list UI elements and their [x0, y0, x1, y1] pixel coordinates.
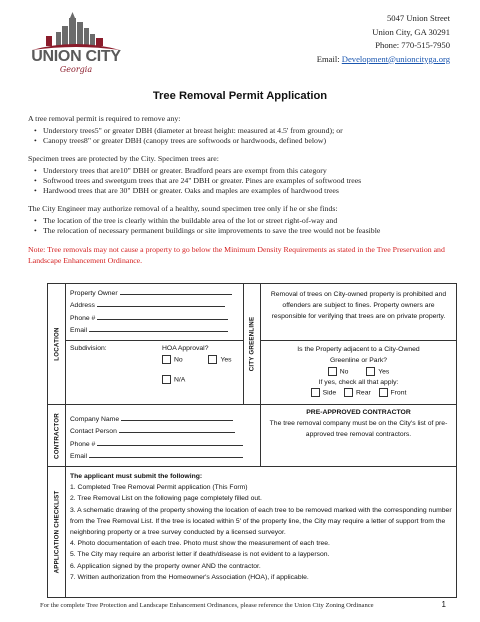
location-section-label: LOCATION: [48, 284, 66, 405]
hoa-no-checkbox[interactable]: [162, 355, 171, 364]
list-item: • Softwood trees and sweetgum trees that are 24" DBH or greater. Pines are examples of softwood trees: [34, 176, 458, 186]
hoa-yes-label: Yes: [220, 356, 232, 364]
company-label: Company Name: [70, 416, 120, 423]
contractor-email-field[interactable]: [89, 450, 243, 458]
union-city-logo: [26, 10, 126, 78]
hoa-na-label: N/A: [174, 376, 186, 384]
list-item: • The location of the tree is clearly within the buildable area of the lot or street right-of-way and: [34, 216, 458, 226]
address-label: Address: [70, 302, 95, 310]
owner-label: Property Owner: [70, 290, 118, 297]
owner-info-cell: [66, 284, 244, 341]
owner-phone-label: Phone #: [70, 314, 96, 322]
adjacent-no-label: No: [339, 368, 349, 376]
contact-label: Contact Person: [70, 428, 117, 436]
preapproved-title: PRE-APPROVED CONTRACTOR: [306, 409, 411, 416]
adjacent-yes-checkbox[interactable]: [366, 367, 375, 376]
contractor-phone-field[interactable]: [97, 438, 243, 446]
email-label: Email:: [316, 53, 342, 64]
check-all-label: If yes, check all that apply:: [318, 378, 399, 386]
adjacent-question: Is the Property adjacent to a City-Owned Greenline or Park?: [297, 346, 420, 364]
list-item: • Understory trees that are10" DBH or greater. Bradford pears are exempt from this category: [34, 166, 458, 176]
bullet-list-1: [34, 126, 458, 146]
company-field[interactable]: [121, 413, 233, 421]
list-item: • Hardwood trees that are 30" DBH or greater. Oaks and maples are examples of hardwood trees: [34, 186, 458, 196]
city-state-zip: Union City, GA 30291: [372, 26, 450, 37]
greenline-notice: Removal of trees on City-owned property is prohibited and offenders are subject to fines. Property owners are responsible for verifying that trees are on private property.: [261, 284, 457, 341]
intro-paragraph-3: The City Engineer may authorize removal of a healthy, sound specimen tree only if he or she finds:: [28, 204, 338, 213]
hoa-na-checkbox[interactable]: [162, 375, 171, 384]
side-checkbox[interactable]: [311, 388, 320, 397]
intro-section: [28, 114, 458, 266]
subdivision-cell: [66, 341, 244, 405]
checklist-item: 3. A schematic drawing of the property showing the location of each tree to be removed marked with the corresponding number from the Tree Removal List. If the tree is located within 5' of the property line, the City may require a letter of support from the neighboring property or a tree survey conducted by a licensed surveyor.: [70, 506, 452, 537]
hoa-yes-checkbox[interactable]: [208, 355, 217, 364]
logo-script: Georgia: [59, 65, 93, 74]
adjacent-cell: [261, 341, 457, 405]
owner-field[interactable]: [120, 287, 232, 295]
contractor-email-label: Email: [70, 453, 87, 461]
list-item: • The relocation of necessary permanent buildings or site improvements to save the tree would not be feasible: [34, 226, 458, 236]
preapproved-cell: [261, 405, 457, 467]
checklist-item: 4. Photo documentation of each tree. Photo must show the measurement of each tree.: [70, 540, 330, 548]
hoa-question: HOA Approval?: [162, 345, 209, 352]
contractor-phone-label: Phone #: [70, 440, 96, 448]
logo-wordmark: UNION CITY: [31, 48, 121, 65]
page-number: 1: [441, 600, 446, 609]
contractor-section-label: CONTRACTOR: [48, 405, 66, 467]
rear-checkbox[interactable]: [344, 388, 353, 397]
street: 5047 Union Street: [386, 13, 450, 23]
greenline-label: CITY GREENLINE: [244, 284, 261, 405]
address-field[interactable]: [97, 299, 225, 307]
checklist-cell: [66, 467, 457, 598]
contact-field[interactable]: [119, 425, 235, 433]
subdivision-label: Subdivision:: [70, 345, 107, 352]
checklist-item: 6. Application signed by the property owner AND the contractor.: [70, 562, 261, 570]
checklist-heading: The applicant must submit the following:: [70, 473, 203, 480]
checklist-item: 2. Tree Removal List on the following page completely filled out.: [70, 495, 262, 503]
page-title: Tree Removal Permit Application: [152, 90, 328, 102]
rear-label: Rear: [356, 389, 371, 397]
density-note: Note: Tree removals may not cause a property to go below the Minimum Density Requirements as stated in the Tree Preservation and Landscape Enhancement Ordinance.: [28, 245, 445, 265]
checklist-item: 5. The City may require an arborist letter if death/disease is not evident to a layperson.: [70, 551, 330, 559]
checklist-item: 1. Completed Tree Removal Permit application (This Form): [70, 484, 248, 492]
hoa-no-label: No: [174, 356, 183, 364]
footer-text: For the complete Tree Protection and Landscape Enhancement Ordinances, please reference the Union City Zoning Ordinance: [40, 602, 374, 609]
checklist-item: 7. Written authorization from the Homeowner's Association (HOA), if applicable.: [70, 573, 309, 581]
owner-email-label: Email: [70, 327, 87, 335]
bullet-list-3: [34, 216, 458, 236]
contractor-info-cell: [66, 405, 261, 467]
phone: Phone: 770-515-7950: [375, 40, 450, 50]
front-checkbox[interactable]: [379, 388, 388, 397]
email-link[interactable]: Development@unioncityga.org: [341, 53, 450, 64]
side-label: Side: [322, 389, 337, 397]
list-item: • Understory trees5" or greater DBH (diameter at breast height: measured at 4.5' from ground); or: [34, 126, 458, 136]
intro-paragraph-1: A tree removal permit is required to remove any:: [28, 114, 181, 123]
list-item: • Canopy trees8" or greater DBH (canopy trees are softwoods or hardwoods, defined below): [34, 136, 458, 146]
owner-phone-field[interactable]: [97, 312, 228, 320]
bullet-list-2: [34, 166, 458, 196]
application-form: [47, 283, 457, 598]
checklist-section-label: APPLICATION CHECKLIST: [48, 467, 66, 598]
front-label: Front: [390, 389, 407, 397]
owner-email-field[interactable]: [89, 324, 228, 332]
preapproved-text: The tree removal company must be on the City's list of pre-approved tree removal contractors.: [269, 420, 448, 439]
intro-paragraph-2: Specimen trees are protected by the City. Specimen trees are:: [28, 154, 219, 163]
address-block: [317, 12, 450, 66]
adjacent-no-checkbox[interactable]: [328, 367, 337, 376]
adjacent-yes-label: Yes: [378, 368, 390, 376]
